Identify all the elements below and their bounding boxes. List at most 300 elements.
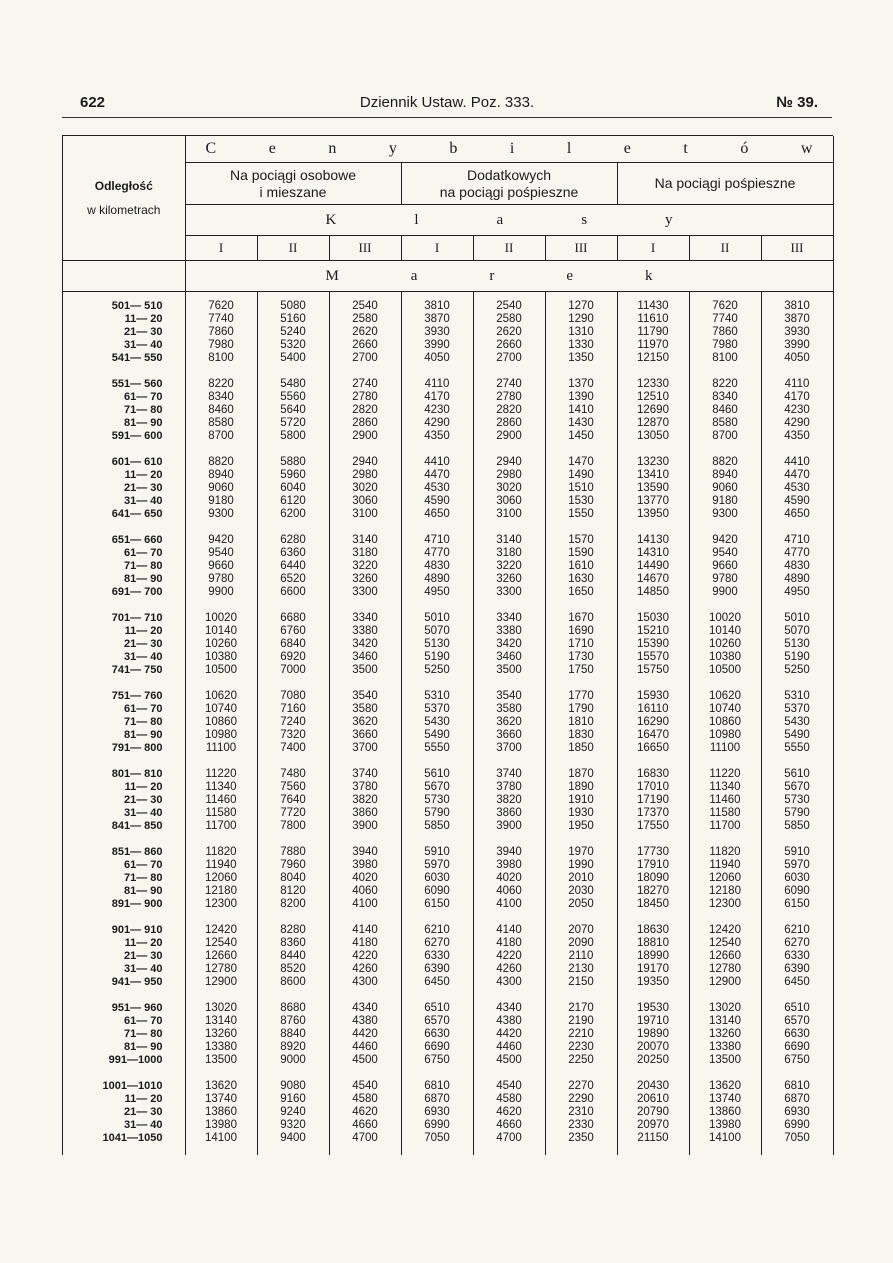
class-label-6: III <box>545 236 617 261</box>
fare-value: 9060 <box>208 482 234 494</box>
fare-cell <box>401 846 473 911</box>
fare-value: 2820 <box>352 404 378 416</box>
fare-value: 5160 <box>280 313 306 325</box>
fare-value: 3340 <box>496 612 522 624</box>
fare-value: 17010 <box>637 781 669 793</box>
spacer-cell <box>257 521 329 534</box>
spacer-cell <box>617 755 689 768</box>
fare-value: 4500 <box>496 1054 522 1066</box>
distance-range: 601— 610 <box>111 456 163 468</box>
fare-value: 2740 <box>352 378 378 390</box>
fare-value: 1430 <box>568 417 594 429</box>
fare-value: 5070 <box>784 625 810 637</box>
spacer-cell <box>329 989 401 1002</box>
fare-value: 9400 <box>280 1132 306 1144</box>
fare-value: 8920 <box>280 1041 306 1053</box>
fare-value: 5910 <box>424 846 450 858</box>
fare-value: 7400 <box>280 742 306 754</box>
spacer-cell <box>329 599 401 612</box>
klasy-letter: a <box>496 211 504 228</box>
fare-value: 11790 <box>637 326 669 338</box>
fare-value: 1710 <box>568 638 594 650</box>
fare-value: 7980 <box>712 339 738 351</box>
fare-value: 11460 <box>205 794 237 806</box>
spacer-cell <box>185 911 257 924</box>
spacer-cell <box>401 599 473 612</box>
fare-value: 2290 <box>568 1093 594 1105</box>
fare-value: 13410 <box>637 469 669 481</box>
fare-cell <box>761 378 833 443</box>
spacer-cell <box>185 755 257 768</box>
spacer-row <box>63 365 833 378</box>
spacer-cell <box>617 833 689 846</box>
fare-value: 5610 <box>784 768 810 780</box>
fare-value: 4220 <box>496 950 522 962</box>
fare-value: 1330 <box>568 339 594 351</box>
fare-value: 8940 <box>712 469 738 481</box>
spacer-cell <box>689 1067 761 1080</box>
category-pospieszne-header <box>617 163 833 205</box>
fare-value: 3180 <box>352 547 378 559</box>
fare-value: 4410 <box>784 456 810 468</box>
fare-value: 6510 <box>784 1002 810 1014</box>
fare-value: 8700 <box>208 430 234 442</box>
fare-value: 2210 <box>568 1028 594 1040</box>
fare-value: 4170 <box>424 391 450 403</box>
distance-range: 11— 20 <box>124 781 163 793</box>
klasy-letter: y <box>665 211 673 228</box>
distance-range: 11— 20 <box>124 625 163 637</box>
fare-value: 1590 <box>568 547 594 559</box>
fare-value: 13770 <box>637 495 669 507</box>
fare-cell <box>689 612 761 677</box>
fare-value: 6200 <box>280 508 306 520</box>
spacer-cell <box>401 911 473 924</box>
spacer-cell <box>401 292 473 301</box>
distance-range: 891— 900 <box>111 898 163 910</box>
fare-value: 3540 <box>352 690 378 702</box>
fare-value: 3420 <box>496 638 522 650</box>
fare-cell <box>617 924 689 989</box>
fare-value: 3100 <box>352 508 378 520</box>
fare-value: 3740 <box>352 768 378 780</box>
marek-letter: a <box>410 267 418 284</box>
fare-cell <box>257 300 329 365</box>
spacer-cell <box>689 989 761 1002</box>
fare-cell <box>545 612 617 677</box>
fare-value: 19530 <box>637 1002 669 1014</box>
fare-value: 8600 <box>280 976 306 988</box>
fare-cell <box>689 534 761 599</box>
fare-cell <box>545 456 617 521</box>
spacer-row <box>63 1067 833 1080</box>
distance-range: 21— 30 <box>123 326 163 338</box>
distance-range: 551— 560 <box>111 378 163 390</box>
spacer-cell <box>473 292 545 301</box>
fare-value: 12420 <box>205 924 237 936</box>
fare-cell <box>761 612 833 677</box>
fare-value: 4100 <box>496 898 522 910</box>
marek-letter: e <box>566 267 574 284</box>
fare-value: 2780 <box>496 391 522 403</box>
fare-value: 15750 <box>637 664 669 676</box>
fare-value: 4770 <box>784 547 810 559</box>
fare-value: 3060 <box>352 495 378 507</box>
fare-table-body <box>63 292 833 1156</box>
fare-value: 4420 <box>352 1028 378 1040</box>
fare-value: 18270 <box>637 885 669 897</box>
fare-cell <box>257 690 329 755</box>
fare-value: 11610 <box>637 313 669 325</box>
fare-cell <box>761 534 833 599</box>
fare-value: 4650 <box>784 508 810 520</box>
fare-value: 7160 <box>280 703 306 715</box>
fare-value: 3930 <box>424 326 450 338</box>
distance-group-row <box>63 690 833 755</box>
fare-value: 4830 <box>424 560 450 572</box>
fare-value: 3500 <box>496 664 522 676</box>
fare-value: 3340 <box>352 612 378 624</box>
spacer-cell <box>545 365 617 378</box>
spacer-cell <box>617 365 689 378</box>
fare-value: 3990 <box>784 339 810 351</box>
fare-value: 18990 <box>637 950 669 962</box>
fare-value: 4420 <box>496 1028 522 1040</box>
fare-value: 5790 <box>784 807 810 819</box>
fare-value: 21150 <box>637 1132 669 1144</box>
category-pospieszne-line1: Na pociągi pośpieszne <box>654 175 796 191</box>
fare-cell <box>689 456 761 521</box>
fare-value: 9420 <box>208 534 234 546</box>
fare-value: 4230 <box>784 404 810 416</box>
fare-cell <box>257 846 329 911</box>
fare-value: 7480 <box>280 768 306 780</box>
fare-value: 6750 <box>784 1054 810 1066</box>
fare-cell <box>401 1002 473 1067</box>
fare-value: 2980 <box>496 469 522 481</box>
fare-value: 2170 <box>568 1002 594 1014</box>
marek-header <box>185 261 833 292</box>
fare-value: 12870 <box>637 417 669 429</box>
fare-cell <box>545 768 617 833</box>
fare-value: 4230 <box>424 404 450 416</box>
fare-value: 4540 <box>352 1080 378 1092</box>
fare-table-container <box>62 135 833 1155</box>
fare-value: 3380 <box>496 625 522 637</box>
fare-value: 5430 <box>424 716 450 728</box>
fare-value: 19170 <box>637 963 669 975</box>
fare-value: 6390 <box>424 963 450 975</box>
fare-value: 6030 <box>424 872 450 884</box>
fare-value: 12780 <box>709 963 741 975</box>
spacer-cell <box>401 365 473 378</box>
fare-value: 18810 <box>637 937 669 949</box>
fare-value: 12540 <box>709 937 741 949</box>
fare-cell <box>473 456 545 521</box>
fare-value: 6570 <box>784 1015 810 1027</box>
fare-cell <box>689 768 761 833</box>
fare-value: 12690 <box>637 404 669 416</box>
fare-value: 6270 <box>784 937 810 949</box>
fare-value: 2350 <box>568 1132 594 1144</box>
fare-cell <box>329 456 401 521</box>
fare-cell <box>689 300 761 365</box>
fare-value: 4590 <box>784 495 810 507</box>
fare-value: 5370 <box>424 703 450 715</box>
spacer-cell <box>689 443 761 456</box>
fare-value: 3220 <box>352 560 378 572</box>
spacer-cell <box>401 755 473 768</box>
fare-value: 5250 <box>424 664 450 676</box>
fare-cell <box>545 1080 617 1145</box>
fare-value: 7620 <box>208 300 234 312</box>
fare-value: 13980 <box>205 1119 237 1131</box>
fare-value: 8200 <box>280 898 306 910</box>
fare-cell <box>257 378 329 443</box>
fare-value: 7050 <box>424 1132 450 1144</box>
fare-value: 2130 <box>568 963 594 975</box>
fare-value: 9320 <box>280 1119 306 1131</box>
spacer-cell <box>545 1067 617 1080</box>
spacer-cell <box>473 755 545 768</box>
fare-value: 9240 <box>280 1106 306 1118</box>
fare-value: 8220 <box>712 378 738 390</box>
distance-group-row <box>63 300 833 365</box>
fare-value: 13140 <box>709 1015 741 1027</box>
fare-value: 6280 <box>280 534 306 546</box>
fare-value: 7860 <box>208 326 234 338</box>
distance-range: 641— 650 <box>111 508 163 520</box>
fare-cell <box>473 534 545 599</box>
fare-cell <box>617 768 689 833</box>
fare-value: 1930 <box>568 807 594 819</box>
category-dodatkowe-line2: na pociągi pośpieszne <box>439 183 579 200</box>
distance-cell <box>63 768 185 833</box>
distance-range: 1041—1050 <box>102 1132 163 1144</box>
distance-range: 691— 700 <box>111 586 163 598</box>
spacer-cell <box>401 989 473 1002</box>
fare-value: 5070 <box>424 625 450 637</box>
fare-value: 3580 <box>496 703 522 715</box>
distance-range: 541— 550 <box>111 352 163 364</box>
fare-value: 6630 <box>784 1028 810 1040</box>
fare-value: 12180 <box>709 885 741 897</box>
fare-value: 3580 <box>352 703 378 715</box>
spacer-cell <box>761 755 833 768</box>
distance-group-row <box>63 924 833 989</box>
fare-cell <box>185 768 257 833</box>
fare-value: 1870 <box>568 768 594 780</box>
fare-value: 2270 <box>568 1080 594 1092</box>
fare-value: 11970 <box>637 339 669 351</box>
spacer-cell <box>401 1145 473 1155</box>
fare-value: 12900 <box>709 976 741 988</box>
fare-value: 3420 <box>352 638 378 650</box>
fare-value: 9180 <box>208 495 234 507</box>
fare-value: 2330 <box>568 1119 594 1131</box>
fare-cell <box>401 690 473 755</box>
fare-value: 5910 <box>784 846 810 858</box>
class-label-8: II <box>689 236 761 261</box>
spacer-cell <box>401 443 473 456</box>
fare-value: 8120 <box>280 885 306 897</box>
fare-cell <box>329 768 401 833</box>
fare-cell <box>329 534 401 599</box>
fare-cell <box>473 612 545 677</box>
fare-table-head <box>63 136 833 292</box>
spacer-row <box>63 833 833 846</box>
fare-value: 2090 <box>568 937 594 949</box>
fare-value: 2250 <box>568 1054 594 1066</box>
fare-value: 19710 <box>637 1015 669 1027</box>
fare-value: 13740 <box>205 1093 237 1105</box>
fare-value: 4660 <box>352 1119 378 1131</box>
distance-range: 701— 710 <box>111 612 163 624</box>
distance-header-line2: w kilometrach <box>87 203 161 217</box>
spacer-cell <box>545 292 617 301</box>
fare-value: 13950 <box>637 508 669 520</box>
spacer-row <box>63 521 833 534</box>
spacer-cell <box>63 521 185 534</box>
fare-value: 13500 <box>205 1054 237 1066</box>
spacer-cell <box>689 755 761 768</box>
distance-header-line1: Odległość <box>94 179 153 193</box>
fare-value: 11820 <box>205 846 237 858</box>
fare-cell <box>545 378 617 443</box>
spacer-cell <box>473 521 545 534</box>
ceny-letter: ó <box>740 140 749 157</box>
spacer-cell <box>329 677 401 690</box>
spacer-cell <box>63 677 185 690</box>
fare-value: 3810 <box>784 300 810 312</box>
fare-value: 1370 <box>568 378 594 390</box>
fare-value: 14310 <box>637 547 669 559</box>
fare-value: 4620 <box>352 1106 378 1118</box>
fare-value: 10020 <box>709 612 741 624</box>
distance-range: 71— 80 <box>123 872 163 884</box>
fare-cell <box>617 456 689 521</box>
fare-value: 11340 <box>709 781 741 793</box>
fare-value: 2580 <box>352 313 378 325</box>
fare-value: 1390 <box>568 391 594 403</box>
fare-value: 7620 <box>712 300 738 312</box>
fare-value: 12510 <box>637 391 669 403</box>
fare-value: 13260 <box>709 1028 741 1040</box>
fare-cell <box>257 612 329 677</box>
fare-value: 4380 <box>352 1015 378 1027</box>
fare-value: 3380 <box>352 625 378 637</box>
fare-value: 6990 <box>784 1119 810 1131</box>
fare-value: 10380 <box>205 651 237 663</box>
fare-cell <box>689 378 761 443</box>
fare-value: 18630 <box>637 924 669 936</box>
fare-value: 5720 <box>280 417 306 429</box>
fare-value: 1770 <box>568 690 594 702</box>
fare-value: 12330 <box>637 378 669 390</box>
fare-value: 8280 <box>280 924 306 936</box>
fare-value: 4500 <box>352 1054 378 1066</box>
fare-value: 15210 <box>637 625 669 637</box>
fare-value: 3540 <box>496 690 522 702</box>
fare-value: 4140 <box>496 924 522 936</box>
fare-value: 17910 <box>637 859 669 871</box>
fare-value: 4470 <box>424 469 450 481</box>
fare-value: 15030 <box>637 612 669 624</box>
fare-cell <box>185 1002 257 1067</box>
spacer-cell <box>329 911 401 924</box>
fare-value: 4260 <box>496 963 522 975</box>
distance-range: 951— 960 <box>111 1002 163 1014</box>
fare-value: 10020 <box>205 612 237 624</box>
distance-range: 71— 80 <box>123 716 163 728</box>
distance-range: 81— 90 <box>123 729 163 741</box>
fare-value: 4660 <box>496 1119 522 1131</box>
spacer-cell <box>689 521 761 534</box>
fare-value: 5010 <box>784 612 810 624</box>
category-dodatkowe-header <box>401 163 617 205</box>
fare-value: 6510 <box>424 1002 450 1014</box>
distance-cell <box>63 924 185 989</box>
fare-value: 12780 <box>205 963 237 975</box>
spacer-cell <box>761 365 833 378</box>
distance-range: 841— 850 <box>111 820 163 832</box>
fare-value: 10740 <box>709 703 741 715</box>
spacer-cell <box>185 521 257 534</box>
fare-cell <box>761 924 833 989</box>
spacer-cell <box>545 1145 617 1155</box>
spacer-cell <box>401 521 473 534</box>
fare-value: 2010 <box>568 872 594 884</box>
spacer-cell <box>473 911 545 924</box>
fare-value: 5490 <box>424 729 450 741</box>
spacer-cell <box>185 365 257 378</box>
klasy-letter: l <box>414 211 419 228</box>
spacer-cell <box>761 989 833 1002</box>
fare-value: 1730 <box>568 651 594 663</box>
fare-value: 1490 <box>568 469 594 481</box>
spacer-cell <box>617 1145 689 1155</box>
spacer-cell <box>63 599 185 612</box>
fare-value: 12060 <box>205 872 237 884</box>
distance-range: 501— 510 <box>111 300 163 312</box>
fare-value: 3220 <box>496 560 522 572</box>
fare-value: 4380 <box>496 1015 522 1027</box>
spacer-cell <box>63 833 185 846</box>
fare-value: 10260 <box>205 638 237 650</box>
distance-range: 81— 90 <box>123 417 163 429</box>
fare-value: 2070 <box>568 924 594 936</box>
fare-cell <box>761 690 833 755</box>
fare-value: 2540 <box>496 300 522 312</box>
fare-value: 9780 <box>712 573 738 585</box>
fare-value: 11460 <box>709 794 741 806</box>
fare-value: 13140 <box>205 1015 237 1027</box>
spacer-cell <box>63 365 185 378</box>
fare-value: 14490 <box>637 560 669 572</box>
distance-range: 11— 20 <box>124 313 163 325</box>
spacer-cell <box>257 599 329 612</box>
fare-value: 1890 <box>568 781 594 793</box>
fare-value: 8460 <box>712 404 738 416</box>
fare-value: 12660 <box>709 950 741 962</box>
spacer-cell <box>473 365 545 378</box>
fare-value: 6630 <box>424 1028 450 1040</box>
fare-value: 6870 <box>784 1093 810 1105</box>
fare-value: 8680 <box>280 1002 306 1014</box>
distance-range: 71— 80 <box>123 560 163 572</box>
fare-value: 2860 <box>352 417 378 429</box>
fare-value: 9540 <box>208 547 234 559</box>
